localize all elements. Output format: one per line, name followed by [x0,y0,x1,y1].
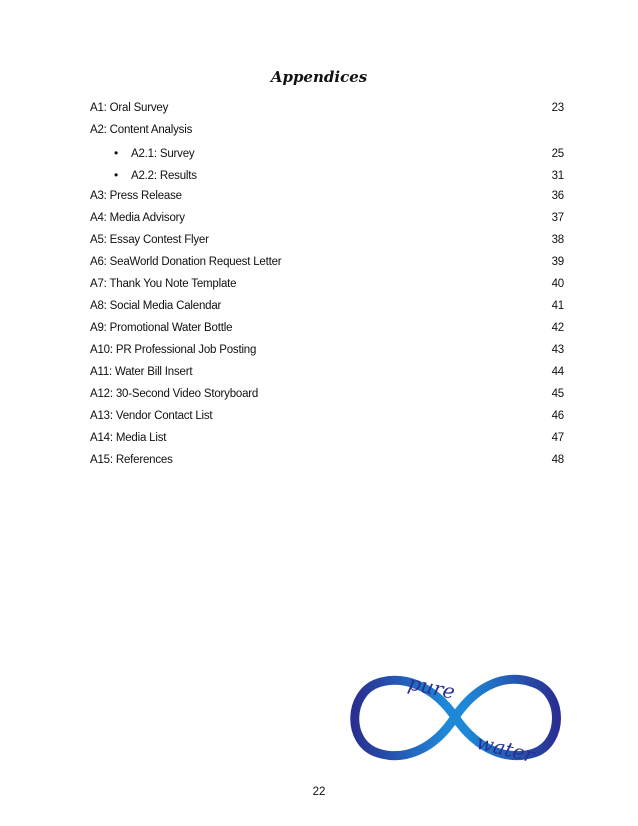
toc-entry-label: • A2.2: Results [114,168,197,182]
toc-entry [90,234,564,256]
toc-entry [90,454,564,476]
toc-entry [90,366,564,388]
toc-entry-label: A8: Social Media Calendar [90,300,222,312]
toc-entry-page: 39 [551,256,564,268]
toc-entry-label: A7: Thank You Note Template [90,278,237,290]
pure-water-logo [338,655,573,780]
toc-entry [90,278,564,300]
bullet-icon: • [114,146,119,160]
toc-entry-page: 37 [551,212,564,224]
toc-entry [90,388,564,410]
toc-entry-page: 38 [551,234,564,246]
toc-entry-label: A6: SeaWorld Donation Request Letter [90,256,282,268]
toc-entry-label: A10: PR Professional Job Posting [90,344,257,356]
toc-entry [90,300,564,322]
toc-entry [90,190,564,212]
toc-entry-page: 40 [551,278,564,290]
toc-entry-page: 43 [551,344,564,356]
page-title: Appendices [270,68,368,86]
toc-entry-label: A11: Water Bill Insert [90,366,193,378]
page-number: 22 [312,786,326,798]
toc-entry-page: 42 [551,322,564,334]
toc-entry-page: 46 [551,410,564,422]
toc-entry-label: A4: Media Advisory [90,212,185,224]
toc-entry-page: 31 [551,170,564,182]
toc-entry-page: 48 [551,454,564,466]
toc-entry [90,102,564,124]
toc-entry-page: 45 [551,388,564,400]
logo-word-water: water [474,729,537,768]
toc-entry-label: • A2.1: Survey [114,146,195,160]
toc-entry [90,410,564,432]
toc-entry [90,168,564,190]
toc-entry [90,124,564,146]
toc-entry-label: A9: Promotional Water Bottle [90,322,233,334]
toc-entry [90,212,564,234]
toc-entry-label: A5: Essay Contest Flyer [90,234,209,246]
bullet-icon: • [114,168,119,182]
toc-entry-page: 47 [551,432,564,444]
toc-entry-page: 25 [551,148,564,160]
toc-entry [90,146,564,168]
toc-entry-page: 36 [551,190,564,202]
toc-entry-label: A1: Oral Survey [90,102,169,114]
appendix-list [90,102,564,476]
toc-entry [90,256,564,278]
toc-entry [90,344,564,366]
toc-entry-page: 44 [551,366,564,378]
toc-entry [90,322,564,344]
toc-entry-label: A3: Press Release [90,190,182,202]
toc-entry-page: 23 [551,102,564,114]
logo-word-pure: pure [406,670,458,704]
toc-entry-label: A14: Media List [90,432,167,444]
toc-entry-label: A15: References [90,454,173,466]
toc-entry-label: A12: 30-Second Video Storyboard [90,388,259,400]
toc-entry [90,432,564,454]
toc-entry-label: A13: Vendor Contact List [90,410,213,422]
toc-entry-page: 41 [551,300,564,312]
toc-entry-label: A2: Content Analysis [90,124,193,136]
